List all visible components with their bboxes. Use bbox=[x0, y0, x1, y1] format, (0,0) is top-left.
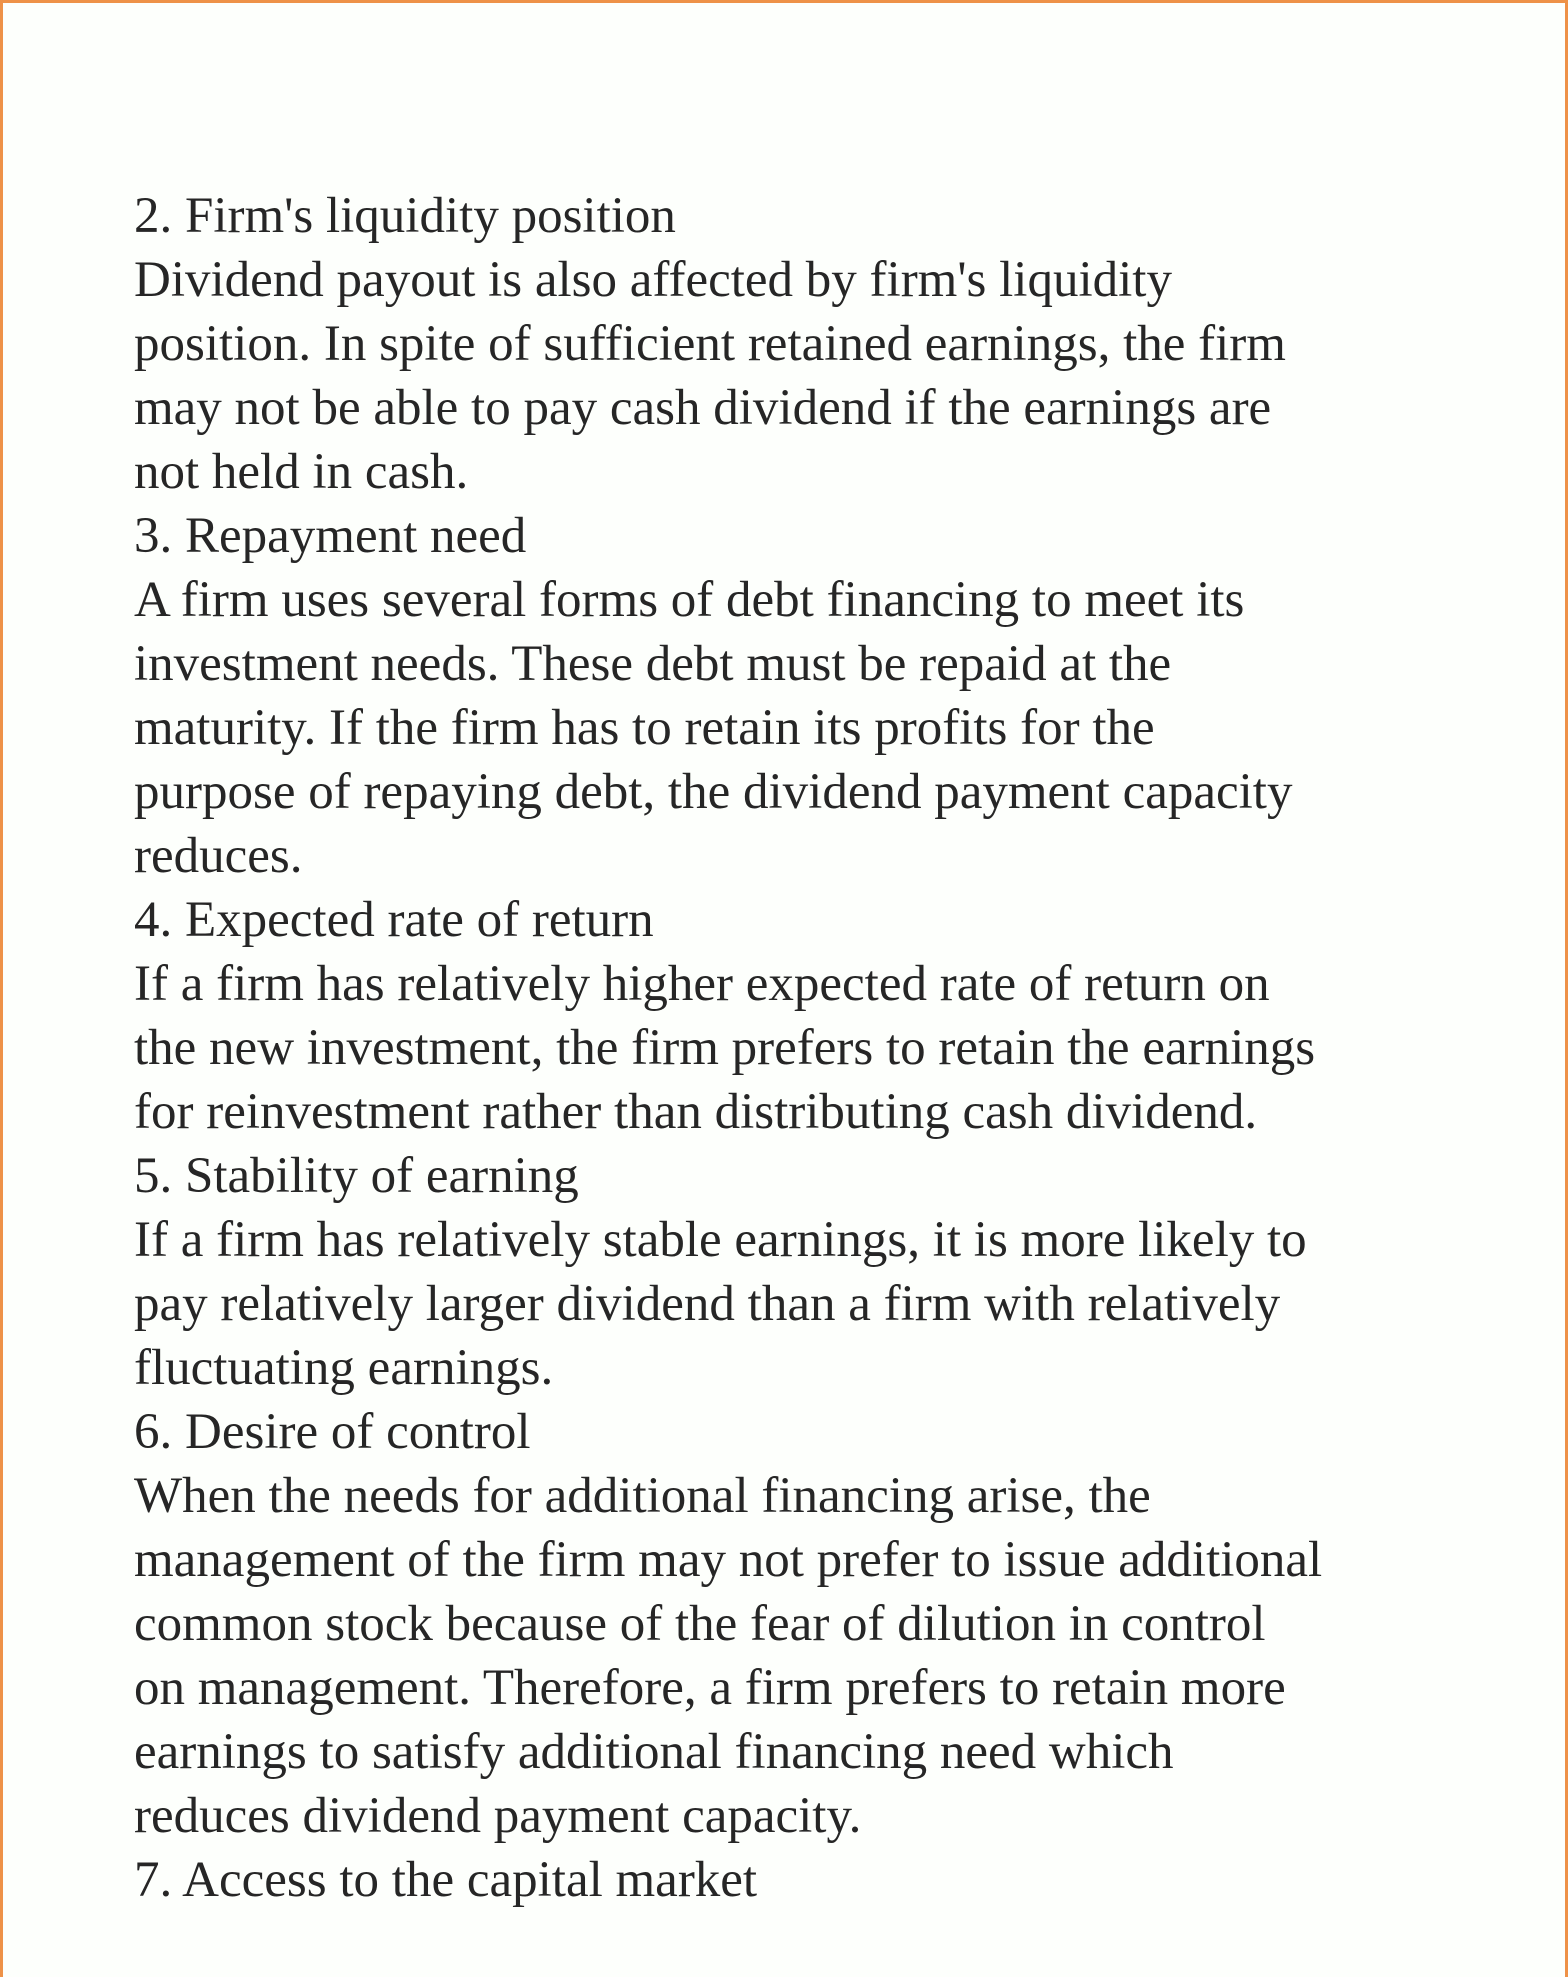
paragraph-line: purpose of repaying debt, the dividend payment capacity bbox=[134, 764, 1293, 820]
paragraph-line: not held in cash. bbox=[134, 444, 469, 500]
paragraph-line: Dividend payout is also affected by firm's liquidity bbox=[134, 252, 1172, 308]
section-heading: 7. Access to the capital market bbox=[134, 1852, 758, 1908]
paragraph-line: If a firm has relatively higher expected rate of return on bbox=[134, 956, 1270, 1012]
paragraph-line: reduces. bbox=[134, 828, 303, 884]
document-body bbox=[134, 184, 1534, 1912]
paragraph-line: on management. Therefore, a firm prefers to retain more bbox=[134, 1660, 1286, 1716]
section-heading: 5. Stability of earning bbox=[134, 1148, 579, 1204]
section-heading: 3. Repayment need bbox=[134, 508, 527, 564]
paragraph-line: management of the firm may not prefer to issue additional bbox=[134, 1532, 1323, 1588]
paragraph-line: If a firm has relatively stable earnings, it is more likely to bbox=[134, 1212, 1307, 1268]
paragraph-line: common stock because of the fear of dilution in control bbox=[134, 1596, 1266, 1652]
paragraph-line: A firm uses several forms of debt financing to meet its bbox=[134, 572, 1245, 628]
paragraph-line: for reinvestment rather than distributing cash dividend. bbox=[134, 1084, 1258, 1140]
paragraph-line: investment needs. These debt must be repaid at the bbox=[134, 636, 1172, 692]
section-heading: 4. Expected rate of return bbox=[134, 892, 654, 948]
paragraph-line: position. In spite of sufficient retained earnings, the firm bbox=[134, 316, 1286, 372]
paragraph-line: the new investment, the firm prefers to retain the earnings bbox=[134, 1020, 1316, 1076]
paragraph-line: reduces dividend payment capacity. bbox=[134, 1788, 862, 1844]
section-heading: 2. Firm's liquidity position bbox=[134, 188, 676, 244]
paragraph-line: may not be able to pay cash dividend if the earnings are bbox=[134, 380, 1272, 436]
paragraph-line: earnings to satisfy additional financing need which bbox=[134, 1724, 1174, 1780]
paragraph-line: fluctuating earnings. bbox=[134, 1340, 554, 1396]
paragraph-line: pay relatively larger dividend than a firm with relatively bbox=[134, 1276, 1281, 1332]
section-heading: 6. Desire of control bbox=[134, 1404, 531, 1460]
paragraph-line: When the needs for additional financing arise, the bbox=[134, 1468, 1151, 1524]
paragraph-line: maturity. If the firm has to retain its profits for the bbox=[134, 700, 1155, 756]
